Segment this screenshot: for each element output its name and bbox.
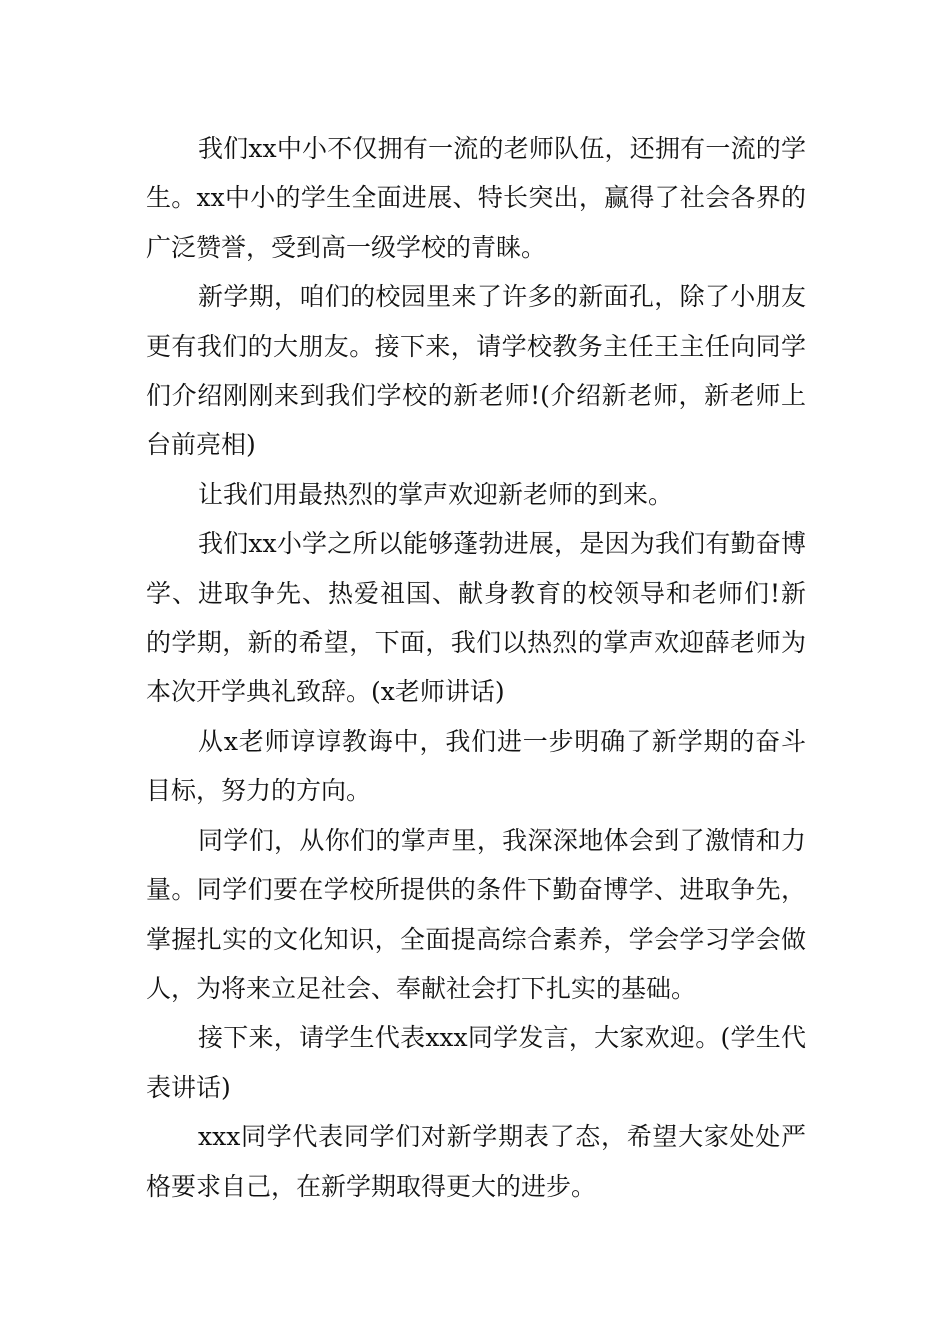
paragraph: 同学们，从你们的掌声里，我深深地体会到了激情和力量。同学们要在学校所提供的条件下勤奋博学、进取争先，掌握扎实的文化知识，全面提高综合素养，学会学习学会做人，为将来立足社会、奉献社会打下扎实的基础。 (146, 825, 806, 1003)
paragraph: 我们xx小学之所以能够蓬勃进展，是因为我们有勤奋博学、进取争先、热爱祖国、献身教育的校领导和老师们!新的学期，新的希望，下面，我们以热烈的掌声欢迎薛老师为本次开学典礼致辞。(x老师讲话) (146, 529, 806, 707)
paragraph: 新学期，咱们的校园里来了许多的新面孔，除了小朋友更有我们的大朋友。接下来，请学校教务主任王主任向同学们介绍刚刚来到我们学校的新老师!(介绍新老师，新老师上台前亮相) (146, 282, 806, 460)
paragraph: 让我们用最热烈的掌声欢迎新老师的到来。 (198, 479, 674, 509)
paragraph: xxx同学代表同学们对新学期表了态，希望大家处处严格要求自己，在新学期取得更大的进步。 (146, 1122, 806, 1201)
paragraph: 从x老师谆谆教诲中，我们进一步明确了新学期的奋斗目标，努力的方向。 (146, 726, 806, 806)
document-body (146, 124, 806, 1211)
paragraph: 我们xx中小不仅拥有一流的老师队伍，还拥有一流的学生。xx中小的学生全面进展、特长突出，赢得了社会各界的广泛赞誉，受到高一级学校的青睐。 (146, 134, 806, 262)
paragraph: 接下来，请学生代表xxx同学发言，大家欢迎。(学生代表讲话) (146, 1023, 806, 1102)
